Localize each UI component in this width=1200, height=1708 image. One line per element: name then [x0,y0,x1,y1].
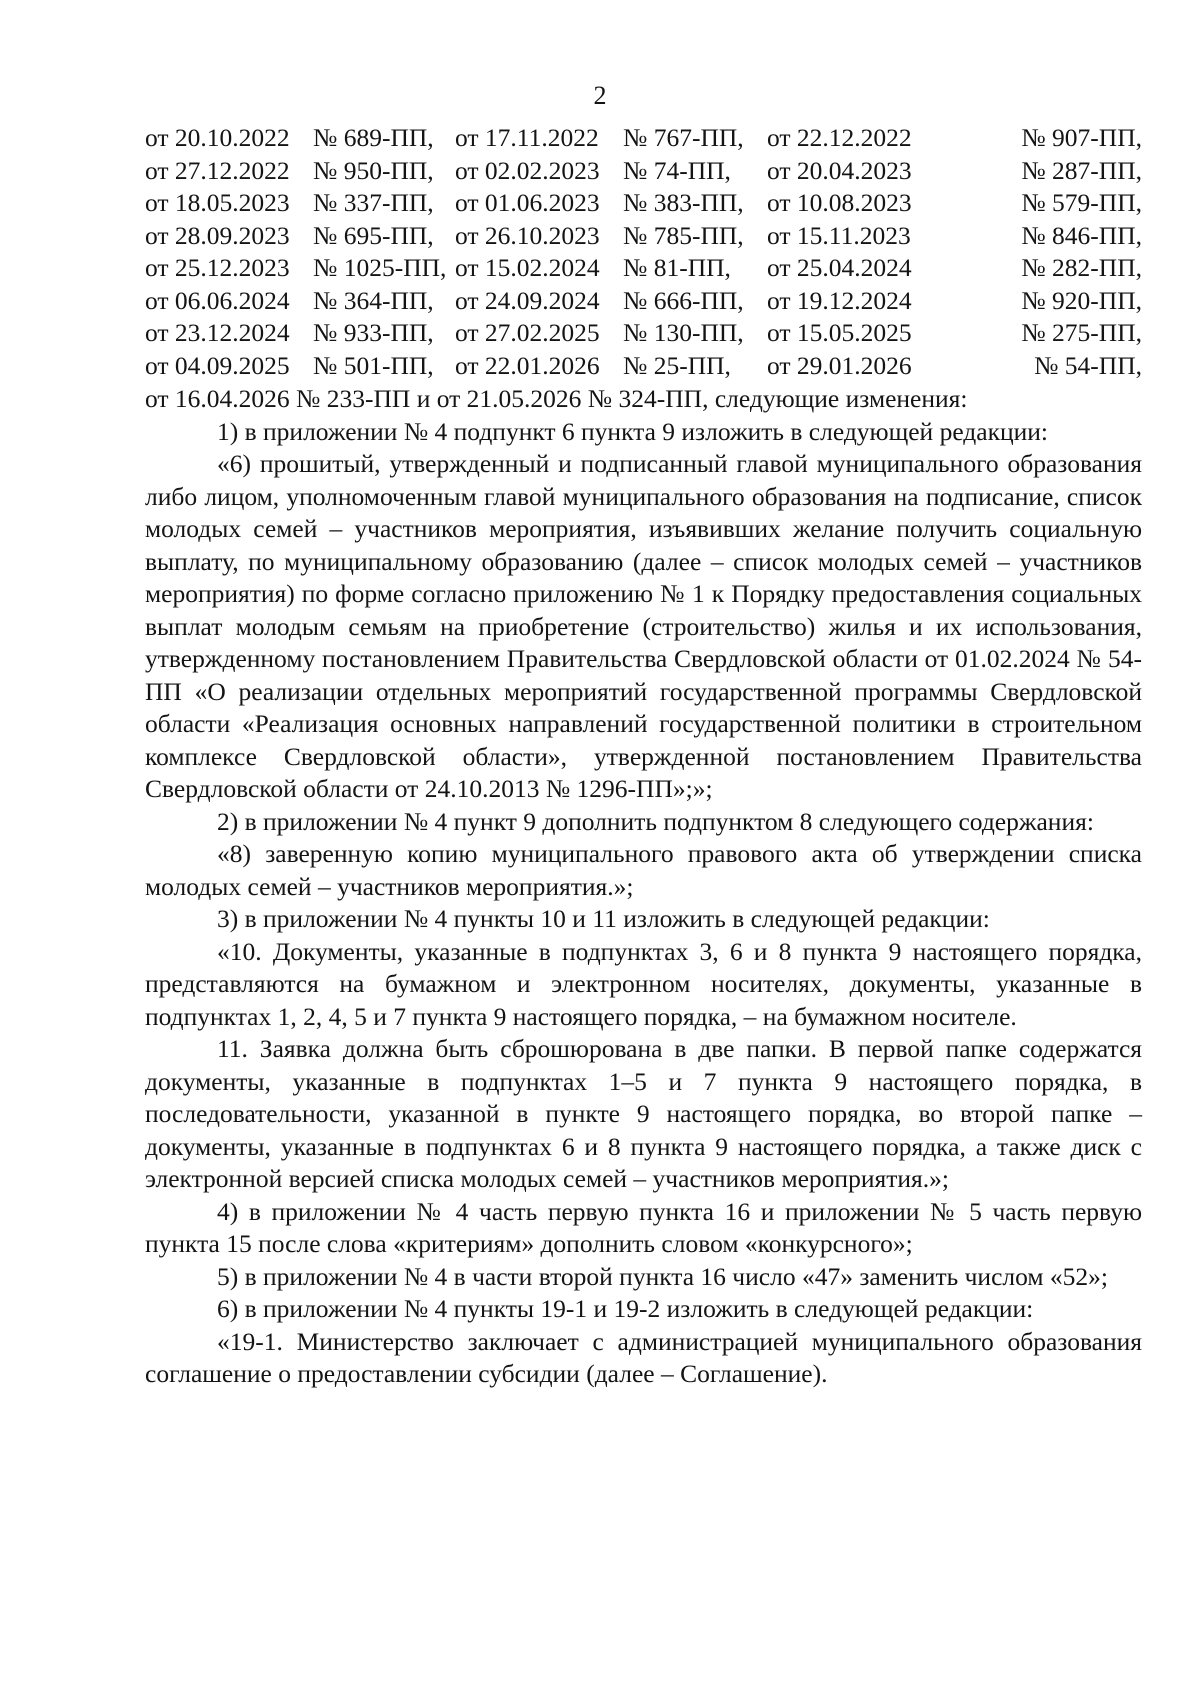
decree-number: № 25-ПП, [623,350,731,380]
decree-date: от 18.05.2023 [145,188,290,217]
decree-reference-row [145,252,1142,285]
amendment-6: 6) в приложении № 4 пункты 19-1 и 19-2 изложить в следующей редакции: [217,1294,1034,1323]
decree-reference-row [145,220,1142,253]
decree-date: от 22.01.2026 [455,350,600,380]
decree-date: от 20.10.2022 [145,123,290,152]
decree-date: от 19.12.2024 [767,285,912,315]
decree-date: от 25.04.2024 [767,253,912,282]
decree-number: № 689-ПП, [313,123,434,152]
decree-reference-row [145,187,1142,220]
decree-date: от 27.12.2022 [145,155,290,185]
decree-number: № 54-ПП, [1034,350,1142,380]
decree-number: № 501-ПП, [313,350,434,380]
decree-date: от 15.11.2023 [767,220,911,250]
decree-date: от 04.09.2025 [145,350,290,380]
decree-number: № 666-ПП, [623,285,744,315]
amendment-2: 2) в приложении № 4 пункт 9 дополнить подпунктом 8 следующего содержания: [217,806,1094,836]
decree-reference-row [145,317,1142,350]
decree-number: № 282-ПП, [1021,253,1142,282]
decree-number: № 767-ПП, [623,123,744,152]
decree-number: № 74-ПП, [623,155,731,185]
amendment-6-item-19-1: «19-1. Министерство заключает с администрацией муниципального образования соглашение о предоставлении субсидии (далее – Соглашение). [145,1326,1142,1388]
decree-number: № 907-ПП, [1021,123,1142,152]
document-body [145,383,1142,1391]
decree-date: от 27.02.2025 [455,318,600,347]
decree-date: от 17.11.2022 [455,123,599,152]
decree-number: № 1025-ПП, [313,253,447,282]
decree-number: № 275-ПП, [1021,318,1142,347]
decree-number: № 364-ПП, [313,285,434,315]
decree-number: № 785-ПП, [623,220,744,250]
decree-number: № 933-ПП, [313,318,434,347]
decree-number: № 695-ПП, [313,220,434,250]
decree-date: от 28.09.2023 [145,220,290,250]
amendment-5: 5) в приложении № 4 в части второй пункта 16 число «47» заменить числом «52»; [217,1261,1108,1291]
decree-date: от 26.10.2023 [455,220,600,250]
decree-reference-row [145,350,1142,383]
decree-date: от 15.02.2024 [455,253,600,282]
decree-date: от 06.06.2024 [145,285,290,315]
decree-date: от 24.09.2024 [455,285,600,315]
decree-number: № 287-ПП, [1021,155,1142,185]
decree-references [145,122,1142,382]
amendments-intro: от 16.04.2026 № 233-ПП и от 21.05.2026 № 324-ПП, следующие изменения: [145,384,968,413]
amendment-2-text: «8) заверенную копию муниципального правового акта об утверждении списка молодых семей – участников мероприятия.»; [145,839,1142,901]
page-number: 2 [593,81,607,110]
decree-reference-row [145,122,1142,155]
decree-reference-row [145,285,1142,318]
decree-reference-row [145,155,1142,188]
decree-date: от 10.08.2023 [767,188,912,217]
decree-date: от 23.12.2024 [145,318,290,347]
amendment-4: 4) в приложении № 4 часть первую пункта 16 и приложении № 5 часть первую пункта 15 после слова «критериям» дополнить словом «конкурсного»; [145,1196,1142,1258]
amendment-3: 3) в приложении № 4 пункты 10 и 11 изложить в следующей редакции: [217,904,990,933]
decree-number: № 846-ПП, [1021,220,1142,250]
decree-number: № 337-ПП, [313,188,434,217]
decree-number: № 579-ПП, [1021,188,1142,217]
decree-date: от 02.02.2023 [455,155,600,185]
decree-number: № 81-ПП, [623,253,731,282]
decree-date: от 15.05.2025 [767,318,912,347]
decree-number: № 950-ПП, [313,155,434,185]
amendment-1: 1) в приложении № 4 подпункт 6 пункта 9 изложить в следующей редакции: [217,416,1049,446]
decree-number: № 920-ПП, [1021,285,1142,315]
decree-date: от 01.06.2023 [455,188,600,217]
amendment-1-text: «6) прошитый, утвержденный и подписанный главой муниципального образования либо лицом, уполномоченным главой муниципального образования на подписание, список молодых семей – участников мероприятия, изъявивших желание получить социальную выплату, по муниципальному образованию (далее – список молодых семей – участников мероприятия) по форме согласно приложению № 1 к Порядку предоставления социальных выплат молодым семьям на приобретение (строительство) жилья и их использования, утвержденному постановлением Правительства Свердловской области от 01.02.2024 № 54-ПП «О реализации отдельных мероприятий государственной программы Свердловской области «Реализация основных направлений государственной политики в строительном комплексе Свердловской области», утвержденной постановлением Правительства Свердловской области от 24.10.2013 № 1296-ПП»;»; [145,449,1142,803]
decree-number: № 130-ПП, [623,318,744,347]
decree-date: от 22.12.2022 [767,123,912,152]
amendment-3-item-10: «10. Документы, указанные в подпунктах 3, 6 и 8 пункта 9 настоящего порядка, представляются на бумажном и электронном носителях, документы, указанные в подпунктах 1, 2, 4, 5 и 7 пункта 9 настоящего порядка, – на бумажном носителе. [145,936,1142,1031]
decree-number: № 383-ПП, [623,188,744,217]
decree-date: от 20.04.2023 [767,155,912,185]
decree-date: от 25.12.2023 [145,253,290,282]
amendment-3-item-11: 11. Заявка должна быть сброшюрована в две папки. В первой папке содержатся документы, указанные в подпунктах 1–5 и 7 пункта 9 настоящего порядка, в последовательности, указанной в пункте 9 настоящего порядка, во второй папке – документы, указанные в подпунктах 6 и 8 пункта 9 настоящего порядка, а также диск с электронной версией списка молодых семей – участников мероприятия.»; [145,1034,1142,1193]
decree-date: от 29.01.2026 [767,350,912,380]
